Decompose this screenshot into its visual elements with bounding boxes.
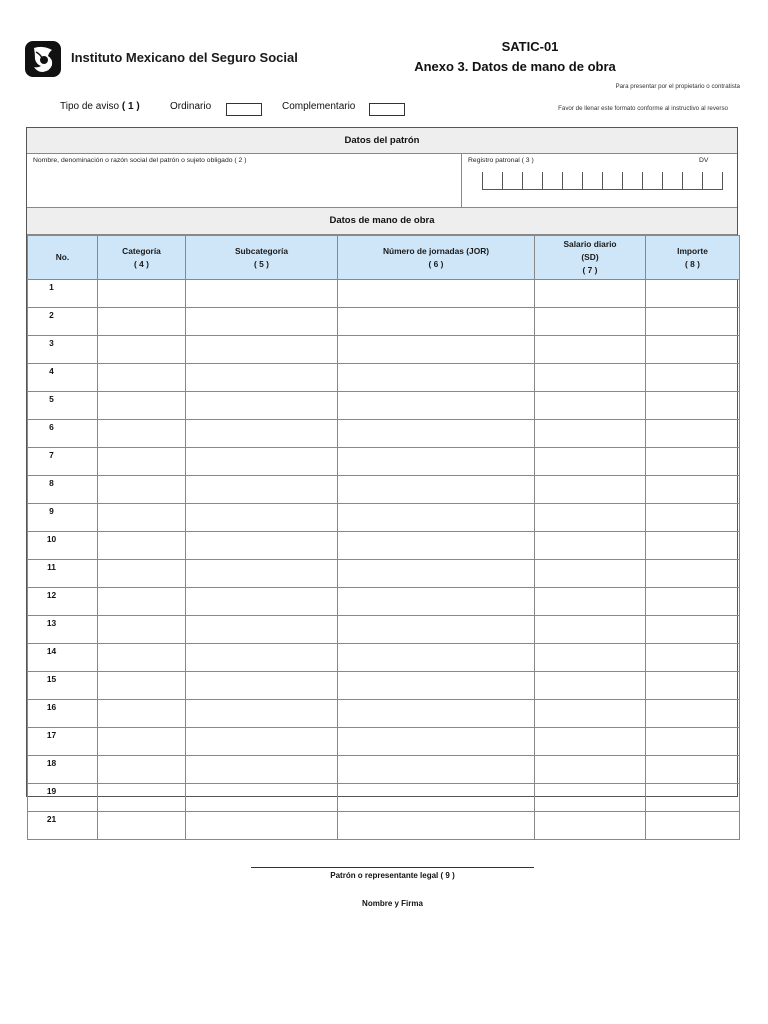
salario-cell[interactable] bbox=[535, 504, 646, 532]
signature-line[interactable] bbox=[251, 867, 534, 868]
jornadas-cell[interactable] bbox=[338, 364, 535, 392]
table-row bbox=[28, 448, 740, 476]
categoria-cell[interactable] bbox=[98, 420, 186, 448]
row-number: 17 bbox=[28, 728, 98, 756]
categoria-cell[interactable] bbox=[98, 588, 186, 616]
table-row bbox=[28, 280, 740, 308]
table-row bbox=[28, 672, 740, 700]
jornadas-cell[interactable] bbox=[338, 616, 535, 644]
registro-cell[interactable] bbox=[483, 172, 503, 190]
table-row bbox=[28, 700, 740, 728]
categoria-cell[interactable] bbox=[98, 280, 186, 308]
subcategoria-cell[interactable] bbox=[186, 392, 338, 420]
col-header-subcategoria: Subcategoría ( 5 ) bbox=[186, 236, 338, 280]
subcategoria-cell[interactable] bbox=[186, 616, 338, 644]
registro-cell[interactable] bbox=[643, 172, 663, 190]
subcategoria-cell[interactable] bbox=[186, 588, 338, 616]
datos-mano-obra-heading: Datos de mano de obra bbox=[27, 208, 737, 235]
signature-sublabel: Nombre y Firma bbox=[362, 899, 423, 908]
subcategoria-cell[interactable] bbox=[186, 280, 338, 308]
ordinario-checkbox[interactable] bbox=[226, 103, 262, 116]
subcategoria-cell[interactable] bbox=[186, 532, 338, 560]
row-number: 7 bbox=[28, 448, 98, 476]
table-row bbox=[28, 784, 740, 812]
tipo-aviso-label: Tipo de aviso ( 1 ) bbox=[60, 101, 140, 112]
dv-label: DV bbox=[699, 157, 709, 164]
note-llenar: Favor de llenar este formato conforme al instructivo al reverso bbox=[558, 105, 728, 112]
row-number: 13 bbox=[28, 616, 98, 644]
col-header-importe: Importe ( 8 ) bbox=[646, 236, 740, 280]
importe-cell[interactable] bbox=[646, 308, 740, 336]
table-row bbox=[28, 560, 740, 588]
registro-cell[interactable] bbox=[663, 172, 683, 190]
table-row bbox=[28, 644, 740, 672]
salario-cell[interactable] bbox=[535, 756, 646, 784]
salario-cell[interactable] bbox=[535, 476, 646, 504]
row-number: 8 bbox=[28, 476, 98, 504]
registro-cell[interactable] bbox=[523, 172, 543, 190]
categoria-cell[interactable] bbox=[98, 560, 186, 588]
registro-cell[interactable] bbox=[543, 172, 563, 190]
salario-cell[interactable] bbox=[535, 644, 646, 672]
importe-cell[interactable] bbox=[646, 476, 740, 504]
categoria-cell[interactable] bbox=[98, 756, 186, 784]
complementario-label: Complementario bbox=[282, 101, 356, 112]
registro-cell[interactable] bbox=[503, 172, 523, 190]
table-row bbox=[28, 532, 740, 560]
subcategoria-cell[interactable] bbox=[186, 644, 338, 672]
subcategoria-cell[interactable] bbox=[186, 364, 338, 392]
registro-cell[interactable] bbox=[623, 172, 643, 190]
categoria-cell[interactable] bbox=[98, 616, 186, 644]
salario-cell[interactable] bbox=[535, 784, 646, 812]
subcategoria-cell[interactable] bbox=[186, 756, 338, 784]
importe-cell[interactable] bbox=[646, 756, 740, 784]
subcategoria-cell[interactable] bbox=[186, 504, 338, 532]
subcategoria-cell[interactable] bbox=[186, 476, 338, 504]
jornadas-cell[interactable] bbox=[338, 280, 535, 308]
annex-title: Anexo 3. Datos de mano de obra bbox=[414, 59, 616, 74]
importe-cell[interactable] bbox=[646, 700, 740, 728]
registro-cell[interactable] bbox=[583, 172, 603, 190]
jornadas-cell[interactable] bbox=[338, 756, 535, 784]
importe-cell[interactable] bbox=[646, 448, 740, 476]
row-number: 11 bbox=[28, 560, 98, 588]
importe-cell[interactable] bbox=[646, 644, 740, 672]
row-number: 10 bbox=[28, 532, 98, 560]
categoria-cell[interactable] bbox=[98, 672, 186, 700]
jornadas-cell[interactable] bbox=[338, 728, 535, 756]
nombre-field[interactable] bbox=[27, 154, 462, 207]
row-number: 21 bbox=[28, 812, 98, 840]
registro-cell[interactable] bbox=[683, 172, 703, 190]
row-number: 14 bbox=[28, 644, 98, 672]
jornadas-cell[interactable] bbox=[338, 420, 535, 448]
table-row bbox=[28, 364, 740, 392]
salario-cell[interactable] bbox=[535, 448, 646, 476]
subcategoria-cell[interactable] bbox=[186, 560, 338, 588]
subcategoria-cell[interactable] bbox=[186, 448, 338, 476]
importe-cell[interactable] bbox=[646, 420, 740, 448]
table-row bbox=[28, 476, 740, 504]
salario-cell[interactable] bbox=[535, 336, 646, 364]
table-header-row bbox=[28, 236, 740, 280]
importe-cell[interactable] bbox=[646, 588, 740, 616]
importe-cell[interactable] bbox=[646, 812, 740, 840]
jornadas-cell[interactable] bbox=[338, 812, 535, 840]
col-header-salario: Salario diario (SD) ( 7 ) bbox=[535, 236, 646, 280]
table-row bbox=[28, 392, 740, 420]
importe-cell[interactable] bbox=[646, 728, 740, 756]
categoria-cell[interactable] bbox=[98, 728, 186, 756]
jornadas-cell[interactable] bbox=[338, 532, 535, 560]
categoria-cell[interactable] bbox=[98, 392, 186, 420]
jornadas-cell[interactable] bbox=[338, 504, 535, 532]
note-presentar: Para presentar por el propietario o contratista bbox=[615, 83, 740, 90]
salario-cell[interactable] bbox=[535, 700, 646, 728]
importe-cell[interactable] bbox=[646, 504, 740, 532]
table-row bbox=[28, 728, 740, 756]
row-number: 16 bbox=[28, 700, 98, 728]
table-row bbox=[28, 420, 740, 448]
importe-cell[interactable] bbox=[646, 616, 740, 644]
table-row bbox=[28, 812, 740, 840]
mano-obra-table bbox=[27, 235, 740, 840]
table-row bbox=[28, 308, 740, 336]
salario-cell[interactable] bbox=[535, 672, 646, 700]
row-number: 18 bbox=[28, 756, 98, 784]
categoria-cell[interactable] bbox=[98, 532, 186, 560]
form-code: SATIC-01 bbox=[501, 39, 559, 54]
table-row bbox=[28, 756, 740, 784]
registro-cell[interactable] bbox=[563, 172, 583, 190]
row-number: 1 bbox=[28, 280, 98, 308]
row-number: 19 bbox=[28, 784, 98, 812]
subcategoria-cell[interactable] bbox=[186, 728, 338, 756]
categoria-cell[interactable] bbox=[98, 448, 186, 476]
table-row bbox=[28, 504, 740, 532]
jornadas-cell[interactable] bbox=[338, 588, 535, 616]
salario-cell[interactable] bbox=[535, 588, 646, 616]
importe-cell[interactable] bbox=[646, 364, 740, 392]
categoria-cell[interactable] bbox=[98, 700, 186, 728]
importe-cell[interactable] bbox=[646, 532, 740, 560]
salario-cell[interactable] bbox=[535, 532, 646, 560]
row-number: 9 bbox=[28, 504, 98, 532]
row-number: 15 bbox=[28, 672, 98, 700]
col-header-categoria: Categoría ( 4 ) bbox=[98, 236, 186, 280]
jornadas-cell[interactable] bbox=[338, 308, 535, 336]
row-number: 4 bbox=[28, 364, 98, 392]
salario-cell[interactable] bbox=[535, 392, 646, 420]
salario-cell[interactable] bbox=[535, 420, 646, 448]
importe-cell[interactable] bbox=[646, 784, 740, 812]
row-number: 12 bbox=[28, 588, 98, 616]
categoria-cell[interactable] bbox=[98, 308, 186, 336]
signature-label: Patrón o representante legal ( 9 ) bbox=[330, 871, 455, 880]
categoria-cell[interactable] bbox=[98, 644, 186, 672]
registro-label: Registro patronal ( 3 ) bbox=[468, 157, 534, 164]
salario-cell[interactable] bbox=[535, 560, 646, 588]
row-number: 6 bbox=[28, 420, 98, 448]
categoria-cell[interactable] bbox=[98, 476, 186, 504]
categoria-cell[interactable] bbox=[98, 504, 186, 532]
importe-cell[interactable] bbox=[646, 280, 740, 308]
salario-cell[interactable] bbox=[535, 364, 646, 392]
salario-cell[interactable] bbox=[535, 308, 646, 336]
importe-cell[interactable] bbox=[646, 672, 740, 700]
subcategoria-cell[interactable] bbox=[186, 420, 338, 448]
jornadas-cell[interactable] bbox=[338, 644, 535, 672]
col-header-no: No. bbox=[28, 236, 98, 280]
jornadas-cell[interactable] bbox=[338, 672, 535, 700]
subcategoria-cell[interactable] bbox=[186, 672, 338, 700]
jornadas-cell[interactable] bbox=[338, 448, 535, 476]
registro-cell[interactable] bbox=[603, 172, 623, 190]
table-row bbox=[28, 588, 740, 616]
row-number: 2 bbox=[28, 308, 98, 336]
salario-cell[interactable] bbox=[535, 616, 646, 644]
institution-name: Instituto Mexicano del Seguro Social bbox=[71, 50, 298, 65]
subcategoria-cell[interactable] bbox=[186, 812, 338, 840]
complementario-checkbox[interactable] bbox=[369, 103, 405, 116]
ordinario-label: Ordinario bbox=[170, 101, 212, 112]
subcategoria-cell[interactable] bbox=[186, 336, 338, 364]
table-row bbox=[28, 616, 740, 644]
salario-cell[interactable] bbox=[535, 728, 646, 756]
importe-cell[interactable] bbox=[646, 336, 740, 364]
jornadas-cell[interactable] bbox=[338, 560, 535, 588]
jornadas-cell[interactable] bbox=[338, 784, 535, 812]
subcategoria-cell[interactable] bbox=[186, 308, 338, 336]
importe-cell[interactable] bbox=[646, 392, 740, 420]
nombre-label: Nombre, denominación o razón social del patrón o sujeto obligado ( 2 ) bbox=[33, 157, 247, 164]
subcategoria-cell[interactable] bbox=[186, 784, 338, 812]
form-frame bbox=[26, 127, 738, 824]
salario-cell[interactable] bbox=[535, 812, 646, 840]
categoria-cell[interactable] bbox=[98, 336, 186, 364]
importe-cell[interactable] bbox=[646, 560, 740, 588]
row-number: 5 bbox=[28, 392, 98, 420]
table-row bbox=[28, 336, 740, 364]
categoria-cell[interactable] bbox=[98, 784, 186, 812]
jornadas-cell[interactable] bbox=[338, 392, 535, 420]
registro-patronal-cells[interactable] bbox=[482, 172, 723, 190]
jornadas-cell[interactable] bbox=[338, 476, 535, 504]
categoria-cell[interactable] bbox=[98, 812, 186, 840]
col-header-jornadas: Número de jornadas (JOR) ( 6 ) bbox=[338, 236, 535, 280]
dv-cell[interactable] bbox=[703, 172, 723, 190]
row-number: 3 bbox=[28, 336, 98, 364]
jornadas-cell[interactable] bbox=[338, 336, 535, 364]
subcategoria-cell[interactable] bbox=[186, 700, 338, 728]
jornadas-cell[interactable] bbox=[338, 700, 535, 728]
salario-cell[interactable] bbox=[535, 280, 646, 308]
datos-patron-heading: Datos del patrón bbox=[27, 128, 737, 154]
categoria-cell[interactable] bbox=[98, 364, 186, 392]
